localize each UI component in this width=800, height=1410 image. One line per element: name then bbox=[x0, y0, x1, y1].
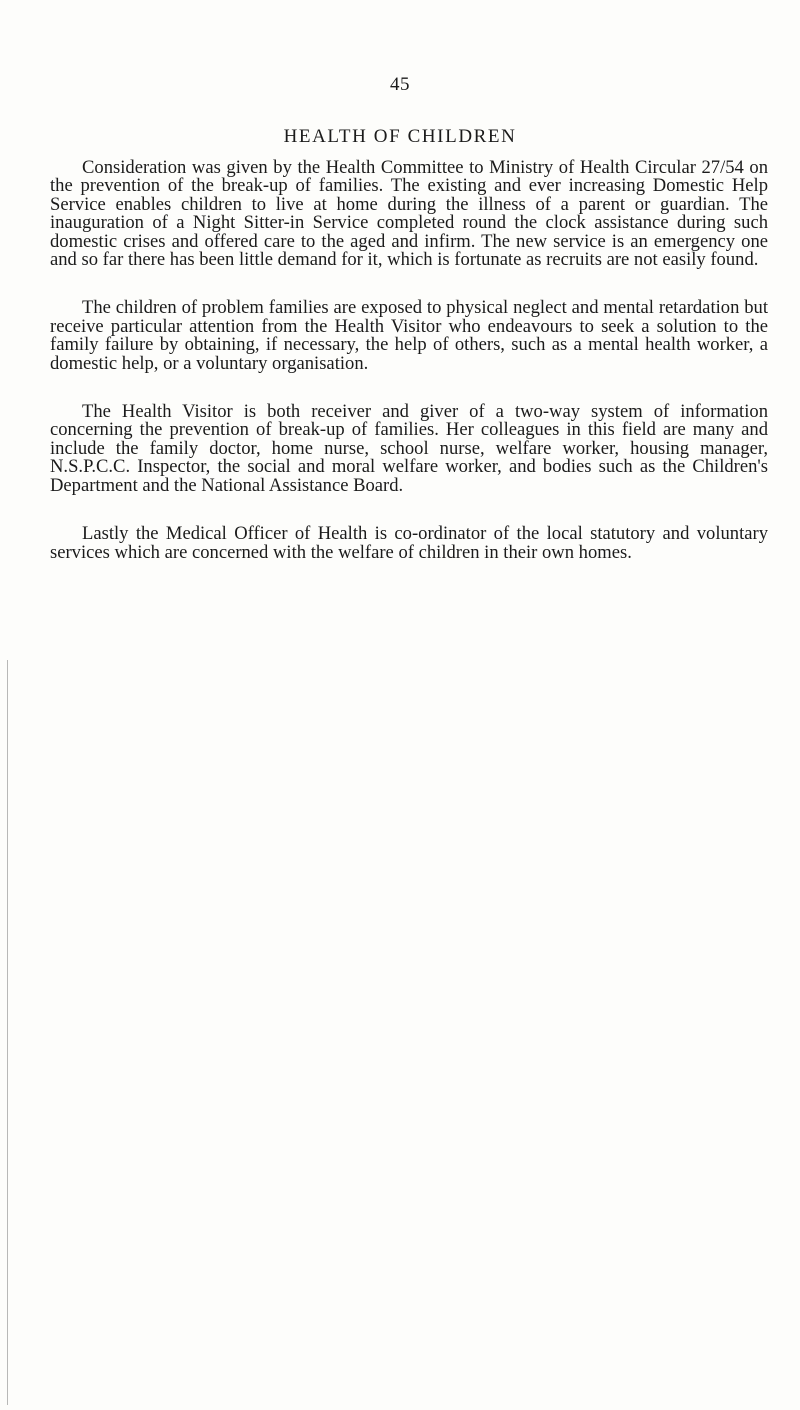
paragraph-3: The Health Visitor is both receiver and giver of a two-way system of information concerning the prevention of break-up of families. Her colleagues in this field are many and include the family doctor, home nurse, school nurse, welfare worker, housing manager, N.S.P.C.C. Inspector, the social and moral welfare worker, and bodies such as the Children's Department and the National Assistance Board. bbox=[50, 401, 768, 496]
paragraph-1: Consideration was given by the Health Committee to Ministry of Health Circular 27/54 on the prevention of the break-up of families. The existing and ever increasing Domestic Help Service enables children to live at home during the illness of a parent or guardian. The inauguration of a Night Sitter-in Service completed round the clock assistance during such domestic crises and offered care to the aged and infirm. The new service is an emergency one and so far there has been little demand for it, which is fortunate as recruits are not easily found. bbox=[50, 157, 768, 271]
page-number: 45 bbox=[390, 74, 410, 95]
page-title: HEALTH OF CHILDREN bbox=[283, 126, 517, 147]
body-text bbox=[50, 159, 768, 592]
scan-edge-line bbox=[7, 660, 8, 1405]
paragraph-4: Lastly the Medical Officer of Health is co-ordinator of the local statutory and voluntary services which are concerned with the welfare of children in their own homes. bbox=[50, 523, 768, 563]
paragraph-2: The children of problem families are exposed to physical neglect and mental retardation but receive particular attention from the Health Visitor who endeavours to seek a solution to the family failure by obtaining, if necessary, the help of others, such as a mental health worker, a domestic help, or a voluntary organisation. bbox=[50, 297, 768, 374]
